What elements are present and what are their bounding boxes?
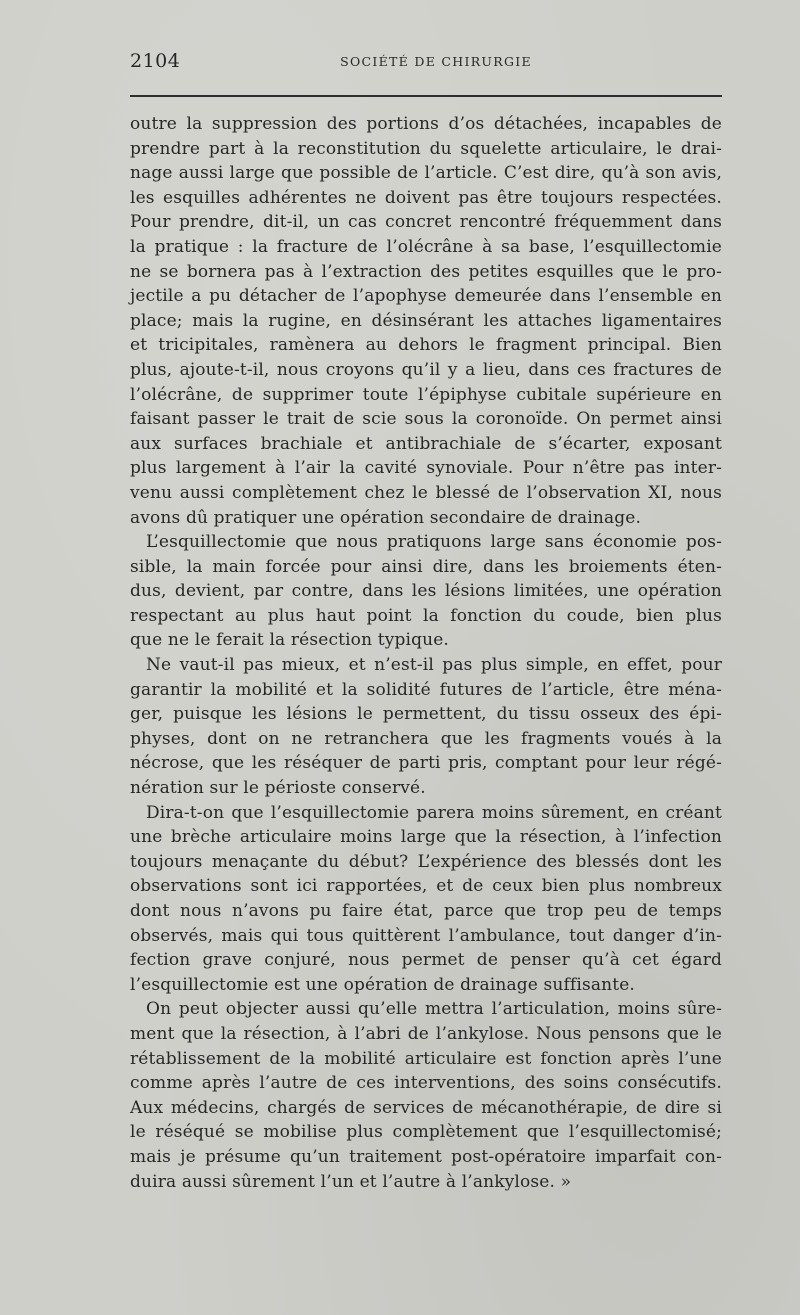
text-line: prendre part à la reconstitution du squelette articulaire, le drai- (130, 138, 722, 159)
text-line: avons dû pratiquer une opération secondaire de drainage. (130, 507, 642, 528)
paragraph (130, 112, 722, 530)
text-line: observations sont ici rapportées, et de ceux bien plus nombreux (130, 876, 722, 897)
paragraph (130, 997, 722, 1194)
text-line: l’esquillectomie est une opération de drainage suffisante. (130, 974, 635, 995)
text-line: la pratique : la fracture de l’olécrâne à sa base, l’esquillectomie (130, 236, 722, 257)
page-header (130, 50, 722, 78)
text-line: L’esquillectomie que nous pratiquons large sans économie pos- (146, 532, 722, 553)
text-line: outre la suppression des portions d’os détachées, incapables de (130, 114, 722, 134)
paragraph (130, 653, 722, 801)
text-line: observés, mais qui tous quittèrent l’ambulance, tout danger d’in- (130, 925, 722, 946)
text-line: Pour prendre, dit-il, un cas concret rencontré fréquemment dans (130, 212, 722, 233)
paragraph (130, 530, 722, 653)
text-line: ment que la résection, à l’abri de l’ankylose. Nous pensons que le (130, 1023, 722, 1044)
text-line: respectant au plus haut point la fonction du coude, bien plus (130, 605, 722, 626)
text-line: que ne le ferait la résection typique. (130, 630, 449, 651)
text-line: l’olécrâne, de supprimer toute l’épiphyse cubitale supérieure en (130, 384, 722, 405)
text-line: ger, puisque les lésions le permettent, du tissu osseux des épi- (130, 704, 722, 725)
text-line: faisant passer le trait de scie sous la coronoïde. On permet ainsi (130, 409, 722, 430)
text-line: Aux médecins, chargés de services de mécanothérapie, de dire si (130, 1097, 722, 1118)
text-line: sible, la main forcée pour ainsi dire, dans les broiements éten- (130, 556, 722, 577)
text-line: place; mais la rugine, en désinsérant les attaches ligamentaires (130, 310, 722, 331)
text-line: une brèche articulaire moins large que la résection, à l’infection (130, 827, 722, 848)
text-line: aux surfaces brachiale et antibrachiale de s’écarter, exposant (130, 433, 722, 454)
header-rule (130, 95, 722, 97)
text-line: dus, devient, par contre, dans les lésions limitées, une opération (130, 581, 722, 602)
text-line: dont nous n’avons pu faire état, parce que trop peu de temps (130, 901, 722, 921)
text-line: nération sur le périoste conservé. (130, 778, 426, 799)
paragraph (130, 801, 722, 998)
text-line: toujours menaçante du début? L’expérience des blessés dont les (130, 851, 722, 872)
text-line: comme après l’autre de ces interventions, des soins consécutifs. (130, 1073, 722, 1094)
text-line: ne se bornera pas à l’extraction des petites esquilles que le pro- (130, 261, 722, 282)
text-line: rétablissement de la mobilité articulaire est fonction après l’une (130, 1048, 722, 1069)
text-line: Dira-t-on que l’esquillectomie parera moins sûrement, en créant (146, 802, 722, 823)
text-line: jectile a pu détacher de l’apophyse demeurée dans l’ensemble en (130, 286, 722, 307)
text-line: les esquilles adhérentes ne doivent pas être toujours respectées. (130, 187, 722, 208)
page-number: 2104 (130, 50, 181, 72)
text-line: plus, ajoute-t-il, nous croyons qu’il y a lieu, dans ces fractures de (130, 359, 722, 380)
body-text (130, 112, 722, 1194)
text-line: et tricipitales, ramènera au dehors le fragment principal. Bien (130, 335, 722, 356)
text-line: nécrose, que les réséquer de parti pris, comptant pour leur régé- (130, 753, 722, 774)
text-line: plus largement à l’air la cavité synoviale. Pour n’être pas inter- (130, 458, 722, 479)
text-line: fection grave conjuré, nous permet de penser qu’à cet égard (130, 950, 722, 971)
running-head: SOCIÉTÉ DE CHIRURGIE (340, 54, 532, 69)
text-line: physes, dont on ne retranchera que les fragments voués à la (130, 728, 722, 749)
text-line: mais je présume qu’un traitement post-opératoire imparfait con- (130, 1146, 722, 1167)
text-line: le réséqué se mobilise plus complètement que l’esquillectomisé; (130, 1122, 722, 1143)
text-line: Ne vaut-il pas mieux, et n’est-il pas plus simple, en effet, pour (146, 655, 722, 676)
text-line: duira aussi sûrement l’un et l’autre à l’ankylose. » (130, 1171, 572, 1192)
text-line: On peut objecter aussi qu’elle mettra l’articulation, moins sûre- (146, 999, 722, 1020)
text-line: nage aussi large que possible de l’article. C’est dire, qu’à son avis, (130, 163, 722, 184)
text-line: garantir la mobilité et la solidité futures de l’article, être ména- (130, 679, 722, 700)
text-line: venu aussi complètement chez le blessé de l’observation XI, nous (130, 482, 722, 503)
